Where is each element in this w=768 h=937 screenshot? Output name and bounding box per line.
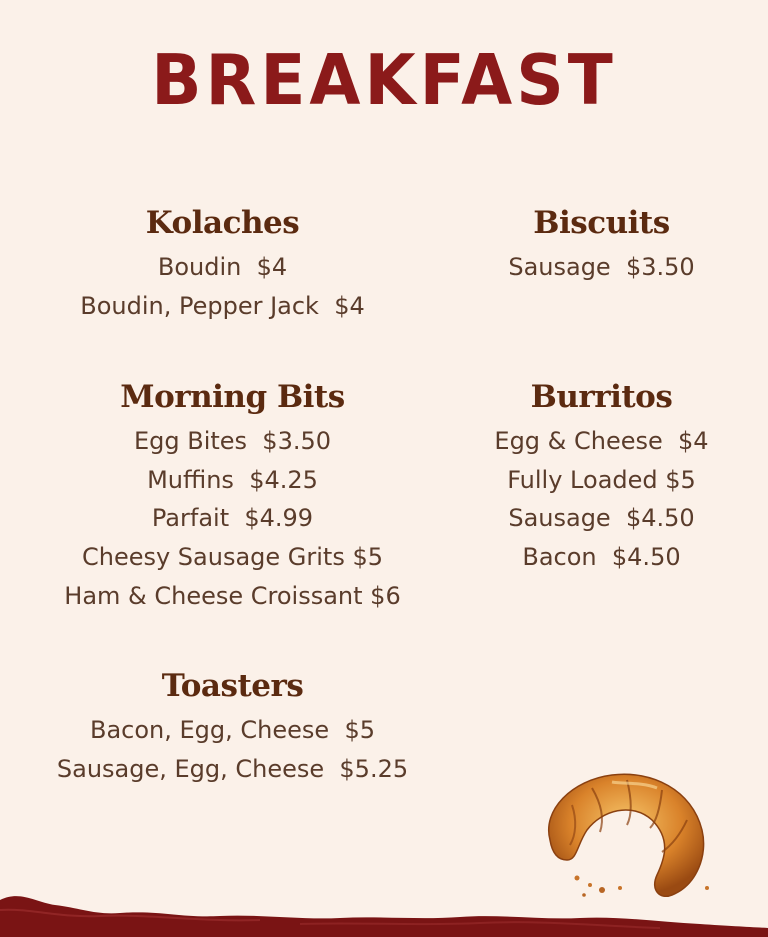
decorative-border xyxy=(0,880,768,937)
menu-item: Boudin $4 xyxy=(157,253,288,281)
section-heading-burritos: Burritos xyxy=(530,379,673,415)
menu-item: Fully Loaded $5 xyxy=(507,465,696,494)
menu-item: Sausage, Egg, Cheese $5.25 xyxy=(56,754,409,783)
menu-item: Ham & Cheese Croissant $6 xyxy=(64,581,401,610)
menu-item: Egg & Cheese $4 xyxy=(494,427,709,455)
section-kolaches xyxy=(0,202,445,325)
section-burritos xyxy=(445,376,758,577)
section-heading-biscuits: Biscuits xyxy=(533,205,670,241)
menu-item: Boudin, Pepper Jack $4 xyxy=(80,291,365,320)
section-heading-toasters: Toasters xyxy=(161,668,304,704)
menu-item: Bacon, Egg, Cheese $5 xyxy=(90,716,375,744)
section-biscuits xyxy=(445,202,758,287)
menu-item: Sausage $3.50 xyxy=(508,253,695,281)
section-toasters xyxy=(0,665,465,788)
menu-item: Egg Bites $3.50 xyxy=(133,427,332,455)
section-heading-morning-bits: Morning Bits xyxy=(120,379,345,415)
menu-item: Bacon $4.50 xyxy=(522,543,681,572)
section-heading-kolaches: Kolaches xyxy=(145,205,300,241)
menu-item: Parfait $4.99 xyxy=(151,504,314,533)
menu-item: Cheesy Sausage Grits $5 xyxy=(81,543,384,572)
section-morning-bits xyxy=(0,376,465,616)
menu-item: Muffins $4.25 xyxy=(147,465,318,494)
menu-title: BREAKFAST xyxy=(151,40,617,121)
menu-item: Sausage $4.50 xyxy=(508,504,695,533)
